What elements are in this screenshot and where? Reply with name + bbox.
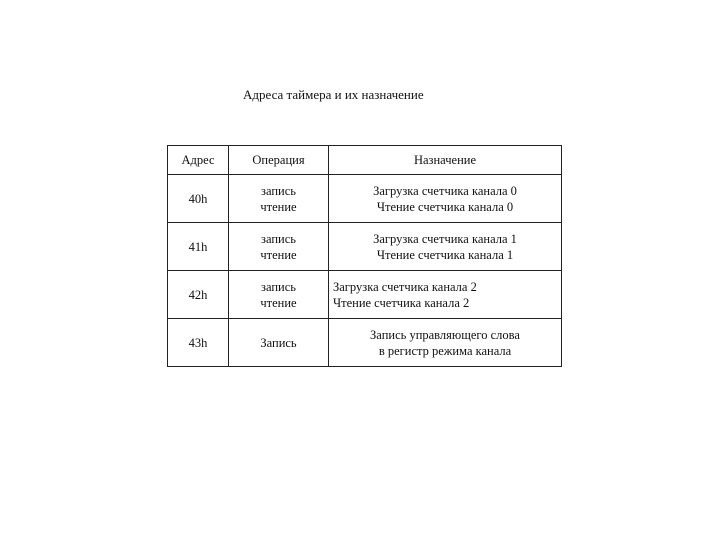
purpose-cell bbox=[329, 319, 562, 367]
header-address: Адрес bbox=[168, 146, 229, 175]
purpose-line: Чтение счетчика канала 1 bbox=[376, 247, 514, 262]
purpose-cell bbox=[329, 271, 562, 319]
table-row bbox=[168, 271, 562, 319]
address-cell: 42h bbox=[168, 271, 229, 319]
purpose-line: в регистр режима канала bbox=[378, 343, 512, 358]
purpose-line: Чтение счетчика канала 0 bbox=[376, 199, 514, 214]
header-purpose: Назначение bbox=[329, 146, 562, 175]
purpose-line: Чтение счетчика канала 2 bbox=[333, 295, 470, 310]
operation-line: запись bbox=[261, 231, 296, 246]
purpose-line: Загрузка счетчика канала 0 bbox=[373, 183, 517, 198]
operation-cell bbox=[229, 271, 329, 319]
purpose-cell bbox=[329, 175, 562, 223]
purpose-cell bbox=[329, 223, 562, 271]
operation-cell bbox=[229, 223, 329, 271]
operation-line: Запись bbox=[260, 335, 297, 350]
table-row bbox=[168, 223, 562, 271]
address-cell: 40h bbox=[168, 175, 229, 223]
table-header-row bbox=[168, 146, 562, 175]
purpose-line: Загрузка счетчика канала 1 bbox=[373, 231, 517, 246]
page-title: Адреса таймера и их назначение bbox=[243, 87, 424, 102]
header-operation: Операция bbox=[229, 146, 329, 175]
operation-line: чтение bbox=[260, 199, 297, 214]
operation-line: запись bbox=[261, 183, 296, 198]
address-cell: 41h bbox=[168, 223, 229, 271]
table-row bbox=[168, 175, 562, 223]
table-row bbox=[168, 319, 562, 367]
address-cell: 43h bbox=[168, 319, 229, 367]
operation-line: чтение bbox=[260, 247, 297, 262]
timer-address-table bbox=[167, 145, 562, 367]
operation-cell bbox=[229, 175, 329, 223]
operation-line: запись bbox=[261, 279, 296, 294]
purpose-line: Загрузка счетчика канала 2 bbox=[333, 279, 477, 294]
operation-line: чтение bbox=[260, 295, 297, 310]
purpose-line: Запись управляющего слова bbox=[370, 327, 520, 342]
operation-cell bbox=[229, 319, 329, 367]
